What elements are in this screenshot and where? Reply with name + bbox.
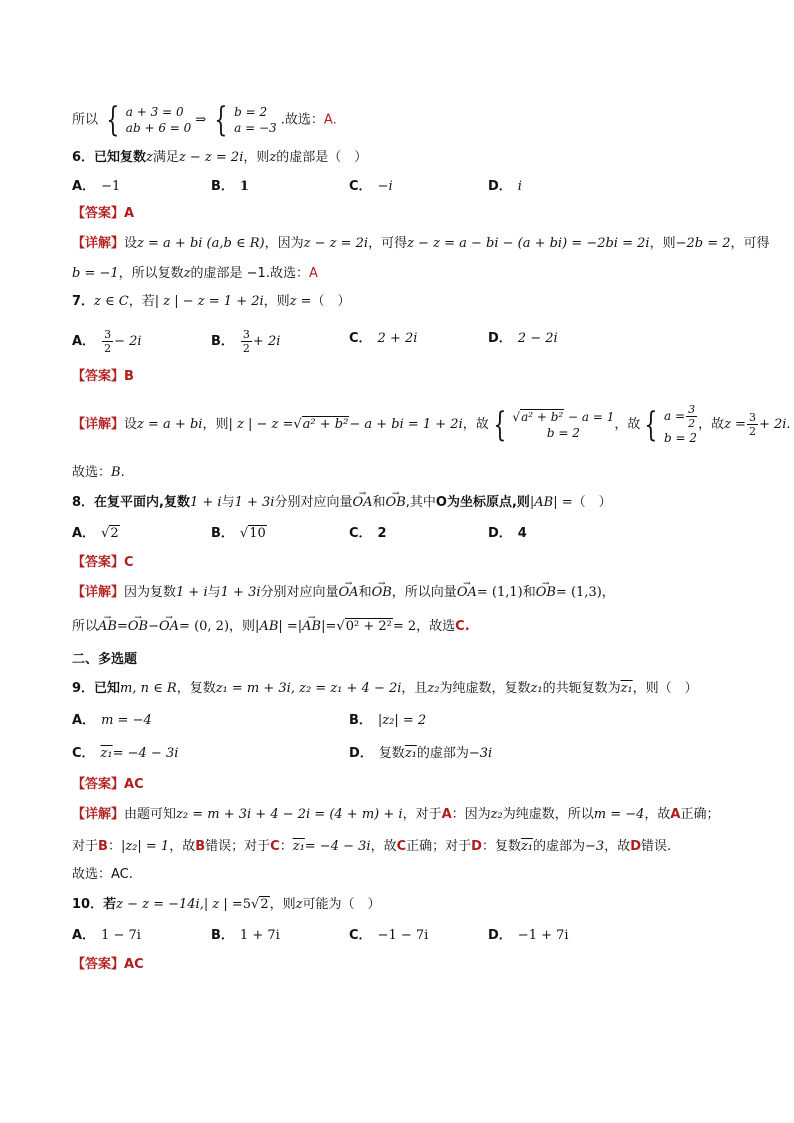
question-6-detail-line1 [72,235,770,253]
detail-label: 【详解】 [72,807,125,822]
option-letter: C． [72,746,95,761]
option-a [72,712,152,730]
question-6-stem [72,149,367,167]
option-a [72,178,120,196]
math: z = [289,294,312,309]
q-number: 8．在复平面内,复数 [72,495,190,510]
text: ，则 [269,897,296,912]
text: 所以 [72,619,99,634]
option-b [211,178,249,196]
text: A [670,807,681,822]
text: ，因为 [264,236,304,251]
math: z₂ = m + 3i + 4 − 2i = (4 + m) + i [176,807,403,822]
math: z ∈ C [94,294,129,309]
text: ，则 [649,236,676,251]
text: ：复数 [481,839,521,854]
text: 和 [522,585,536,600]
math: z = a + bi [137,417,203,432]
text: 设 [124,417,138,432]
radicand: a² + b² [302,417,349,432]
q-number: 9．已知 [72,681,121,696]
math: z = a + bi (a,b ∈ R) [137,236,265,251]
detail-label: 【详解】 [72,417,125,432]
math: z₁ [530,681,543,696]
fraction [241,328,252,355]
question-8-stem [72,494,612,512]
option-text: z₁ [404,746,417,761]
text: ，故 [644,807,671,822]
text: C [270,839,280,854]
text: B [98,839,108,854]
sqrt: √0² + 2² [336,619,392,634]
answer-value: AC [124,957,144,972]
math: | z | = [203,897,243,912]
text: 与 [207,585,221,600]
option-text: 复数 [378,746,405,761]
text: 和 [358,585,372,600]
math: = [116,619,128,634]
math: 5 [242,897,252,912]
option-b [211,927,280,945]
question-7-stem [72,293,351,311]
text: C [396,839,407,854]
fraction [102,328,113,355]
option-d [488,178,522,196]
math: |z₂| = 1 [120,839,170,854]
question-8-answer [72,554,134,572]
system-row: a + 3 = 0 [125,105,184,119]
option-d [488,330,558,348]
question-10-answer [72,956,144,974]
answer-value: B [124,369,134,384]
text: ，且 [401,681,428,696]
answer-value: C [124,555,134,570]
implies-arrow: ⇒ [195,112,207,128]
option-b [211,328,280,355]
option-a [72,328,142,355]
text: ，故 [169,839,196,854]
text: 和 [372,495,386,510]
option-text: 2 + 2i [377,331,418,346]
text: ,其中 [405,495,436,510]
question-7-answer [72,368,134,386]
math: = 2 [392,619,417,634]
text: 错误；对于 [205,839,271,854]
option-text: −1 − 7i [377,928,429,943]
math: 1 + 3i [220,585,261,600]
answer-label: 【答案】 [72,555,125,570]
option-b [349,712,426,730]
math: |AB| = [529,495,573,510]
text: 的虚部是（ ） [276,150,368,165]
math: = (1,1) [476,585,523,600]
math: 1 + i [189,495,222,510]
text: ，故 [604,839,631,854]
text: ， [601,585,615,600]
vector: → OA [339,584,359,602]
option-a [72,927,141,945]
sqrt: √2 [101,526,119,541]
math: −3 [585,839,605,854]
numerator: 3 [242,328,250,341]
option-b [211,525,267,543]
option-letter: B． [211,928,234,943]
q-number: 6．已知复数 [72,150,147,165]
fraction [686,403,697,430]
denominator: 2 [748,425,756,438]
math: z [269,150,277,165]
vector: → OA [457,584,477,602]
option-letter: B． [349,713,372,728]
option-c [349,178,393,196]
question-8-detail-line2: 所以→ AB=→ OB−→ OA= (0, 2)，则|AB| =|→ AB|=√0² + 2²= 2，故选C. [72,618,470,636]
choice-answer: A. [323,112,337,128]
math: = (1,3) [555,585,602,600]
system-row [512,409,614,425]
answer-label: 【答案】 [72,957,125,972]
option-text: 2 [377,526,387,541]
choice-answer: C. [455,619,470,634]
math: z₂ [427,681,440,696]
equation-system-2: { b = 2 a = −3 [214,100,277,140]
choice-text: .故选： [280,112,324,128]
question-9-answer [72,776,144,794]
option-letter: C． [349,526,372,541]
text: 与 [221,495,235,510]
option-text: 的虚部为 [416,746,469,761]
sqrt: √a² + b² [293,417,349,432]
vector: → OB [386,494,406,512]
text: . [786,417,791,432]
option-text: 1 − 7i [101,928,141,943]
system-row: ab + 6 = 0 [125,121,192,135]
option-text: z₁ [100,746,113,761]
option-letter: A． [72,713,96,728]
text: B [195,839,206,854]
math: B [111,465,121,480]
math: + 2i [758,417,787,432]
text: . [120,465,125,480]
vector: → OB [128,618,148,636]
option-letter: D． [488,331,512,346]
math: m, n ∈ R [120,681,177,696]
text: 正确； [680,807,720,822]
prev-solution-fragment [72,100,337,140]
option-text: i [517,179,522,194]
text: 可能为（ ） [302,897,381,912]
math: z₁ [620,681,633,696]
math: = [325,619,337,634]
text: D [630,839,642,854]
text: ，可得 [368,236,408,251]
math: z₁ = m + 3i, z₂ = z₁ + 4 − 2i [215,681,402,696]
text: （ ） [311,294,351,309]
question-10-stem [72,896,381,914]
option-letter: C． [349,179,372,194]
option-letter: B． [211,526,234,541]
text: 对于 [72,839,99,854]
math: | z | − z = 1 + 2i [154,294,264,309]
option-text: 1 [239,179,249,194]
text: 因为复数 [124,585,177,600]
option-c [349,525,387,543]
system-row: b = 2 [664,431,698,445]
math: z − z = −14i, [116,897,204,912]
text: D [471,839,482,854]
text: 分别对应向量 [260,585,339,600]
text: 设 [124,236,138,251]
radicand: 10 [249,526,266,541]
option-text: + 2i [252,334,281,349]
option-letter: C． [349,928,372,943]
radicand: 0² + 2² [345,619,392,634]
answer-value: AC [124,777,144,792]
text: 错误. [641,839,672,854]
text: ，复数 [176,681,216,696]
numerator: 3 [688,403,696,416]
option-letter: A． [72,334,96,349]
system-row [664,403,698,430]
math: − [148,619,159,634]
text: 由题可知 [124,807,177,822]
option-text: −i [377,179,393,194]
option-text: 4 [517,526,527,541]
system-row: a = −3 [234,121,277,135]
text: 故选： [72,465,112,480]
text: ，故 [698,417,725,432]
q-number: 10．若 [72,897,117,912]
vector: → AB [302,618,321,636]
math: z [183,266,191,281]
system-row: b = 2 [546,425,580,440]
option-c [72,745,178,763]
radicand: a² + b² [521,409,564,424]
text: ，则 [202,417,229,432]
sqrt: √2 [251,897,269,912]
question-8-detail-line1 [72,584,615,602]
answer-label: 【答案】 [72,777,125,792]
math: z₂ [490,807,503,822]
detail-label: 【详解】 [72,585,125,600]
answer-label: 【答案】 [72,206,125,221]
question-6-answer [72,205,134,223]
math: −2b = 2 [675,236,731,251]
text: ，故 [462,417,489,432]
answer-label: 【答案】 [72,369,125,384]
text: 分别对应向量 [274,495,353,510]
option-d [488,525,527,543]
option-letter: D． [488,526,512,541]
text: ： [279,839,293,854]
fraction [747,411,758,438]
math: a = [664,409,686,423]
text: A [441,807,452,822]
option-letter: D． [488,928,512,943]
prefix-text: 所以 [72,112,99,128]
section-heading: 二、多选题 [72,652,138,667]
math: z − z = 2i [303,236,369,251]
text: ，故 [614,417,641,432]
question-9-detail-line2 [72,838,671,856]
option-letter: A． [72,928,96,943]
text: 为坐标原点,则 [446,495,530,510]
vector: → AB [98,618,117,636]
text: 的虚部为 [533,839,586,854]
option-text: 2 − 2i [517,331,558,346]
option-d [488,927,569,945]
text: ，则（ ） [632,681,698,696]
text: ，可得 [730,236,770,251]
math: |AB| = [255,619,298,634]
text: 为纯虚数，所以 [502,807,594,822]
math: 1 + 3i [234,495,275,510]
denominator: 2 [242,342,250,355]
option-letter: B． [211,334,234,349]
denominator: 2 [688,417,696,430]
text: ： [107,839,121,854]
math: = −4 − 3i [304,839,371,854]
option-text: m = −4 [101,713,152,728]
question-9-detail-line1 [72,806,719,824]
option-a [72,525,120,543]
math: z − z = 2i [178,150,244,165]
numerator: 3 [104,328,112,341]
option-text: − 2i [114,334,142,349]
option-letter: C． [349,331,372,346]
option-d [349,745,492,763]
answer-value: A [124,206,135,221]
choice-answer: A [308,266,318,281]
option-text: 1 + 7i [239,928,280,943]
text: ，则 [229,619,256,634]
text: ，则 [263,294,290,309]
text: 为纯虚数，复数 [439,681,531,696]
vector: → OA [159,618,179,636]
text: ，故 [370,839,397,854]
math: z₁ [520,839,534,854]
text: ，若 [128,294,155,309]
math: − a = 1 [568,409,615,424]
equation-system-1: { a + 3 = 0 ab + 6 = 0 [106,100,192,140]
option-text: |z₂| = 2 [377,713,427,728]
q-number: 7． [72,294,95,309]
text: ：因为 [451,807,491,822]
radicand: 2 [110,526,119,541]
option-letter: B． [211,179,234,194]
question-9-conclusion: 故选：AC. [72,867,133,882]
math: z [295,897,303,912]
text: ，故选 [416,619,456,634]
denominator: 2 [104,342,112,355]
text: ，所以复数 [118,266,184,281]
math: − a + bi = 1 + 2i [349,417,463,432]
option-letter: A． [72,526,96,541]
text: 的虚部是 −1.故选： [190,266,309,281]
math: z = [724,417,746,432]
vector: → OB [372,584,392,602]
text: ，则 [243,150,270,165]
sqrt: √a² + b² [512,409,564,424]
vector: → OA [352,494,372,512]
option-letter: A． [72,179,96,194]
equation-system: { √a² + b² − a = 1 b = 2 [493,404,615,445]
math: b = −1 [72,266,119,281]
numerator: 3 [748,411,756,424]
equation-system: { a = $\frac{3}{2}$ b = 2 [644,403,698,445]
question-9-stem [72,680,698,698]
system-row: b = 2 [234,105,268,119]
option-c [349,330,417,348]
text: O [435,495,447,510]
vector: → OB [536,584,556,602]
math: = (0, 2) [179,619,230,634]
option-text: −3i [468,746,493,761]
radicand: 2 [260,897,269,912]
text: 的共轭复数为 [542,681,621,696]
math: 1 + i [176,585,208,600]
option-c [349,927,428,945]
question-7-detail [72,403,791,446]
text: ，所以向量 [391,585,457,600]
text: 正确；对于 [406,839,472,854]
option-letter: D． [488,179,512,194]
option-text: −1 [101,179,121,194]
math: | z | − z = [228,417,294,432]
option-letter: D． [349,746,373,761]
math: m = −4 [593,807,645,822]
option-text: −1 + 7i [517,928,569,943]
text: ，对于 [402,807,442,822]
text: 满足 [152,150,179,165]
question-7-conclusion [72,464,125,482]
sqrt: √10 [239,526,266,541]
detail-label: 【详解】 [72,236,125,251]
math: z₁ [292,839,305,854]
math: z − z = a − bi − (a + bi) = −2bi = 2i [407,236,650,251]
option-text: = −4 − 3i [112,746,179,761]
question-6-detail-line2 [72,265,318,283]
math: z [146,150,153,165]
text: （ ） [572,495,612,510]
